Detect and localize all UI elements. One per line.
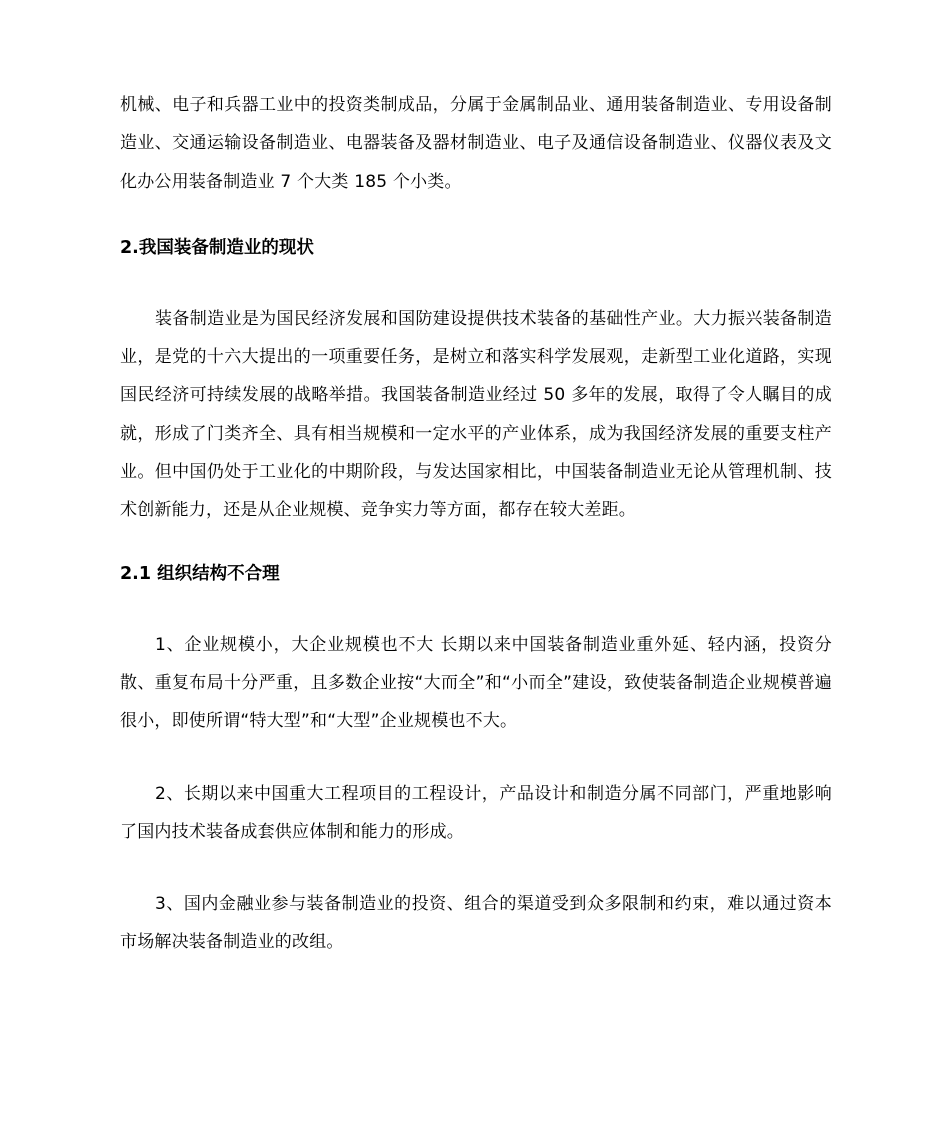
point-paragraph-2: 2、长期以来中国重大工程项目的工程设计，产品设计和制造分属不同部门，严重地影响了国内技术装备成套供应体制和能力的形成。 — [120, 783, 832, 842]
point-paragraph-1: 1、企业规模小，大企业规模也不大 长期以来中国装备制造业重外延、轻内涵，投资分散、重复布局十分严重，且多数企业按“大而全”和“小而全”建设，致使装备制造企业规模普遍很小，即使所谓“特大型”和“大型”企业规模也不大。 — [120, 634, 832, 732]
section-heading-2: 2.我国装备制造业的现状 — [120, 237, 314, 258]
point-paragraph-3: 3、国内金融业参与装备制造业的投资、组合的渠道受到众多限制和约束，难以通过资本市场解决装备制造业的改组。 — [120, 894, 832, 953]
document-page — [120, 86, 832, 962]
intro-paragraph: 机械、电子和兵器工业中的投资类制成品，分属于金属制品业、通用装备制造业、专用设备制造业、交通运输设备制造业、电器装备及器材制造业、电子及通信设备制造业、仪器仪表及文化办公用装备制造业 7 个大类 185 个小类。 — [120, 95, 832, 192]
status-paragraph: 装备制造业是为国民经济发展和国防建设提供技术装备的基础性产业。大力振兴装备制造业，是党的十六大提出的一项重要任务，是树立和落实科学发展观，走新型工业化道路，实现国民经济可持续发展的战略举措。我国装备制造业经过 50 多年的发展，取得了令人瞩目的成就，形成了门类齐全、具有相当规模和一定水平的产业体系，成为我国经济发展的重要支柱产业。但中国仍处于工业化的中期阶段，与发达国家相比，中国装备制造业无论从管理机制、技术创新能力，还是从企业规模、竞争实力等方面，都存在较大差距。 — [120, 308, 832, 521]
section-heading-2-1: 2.1 组织结构不合理 — [120, 563, 280, 584]
